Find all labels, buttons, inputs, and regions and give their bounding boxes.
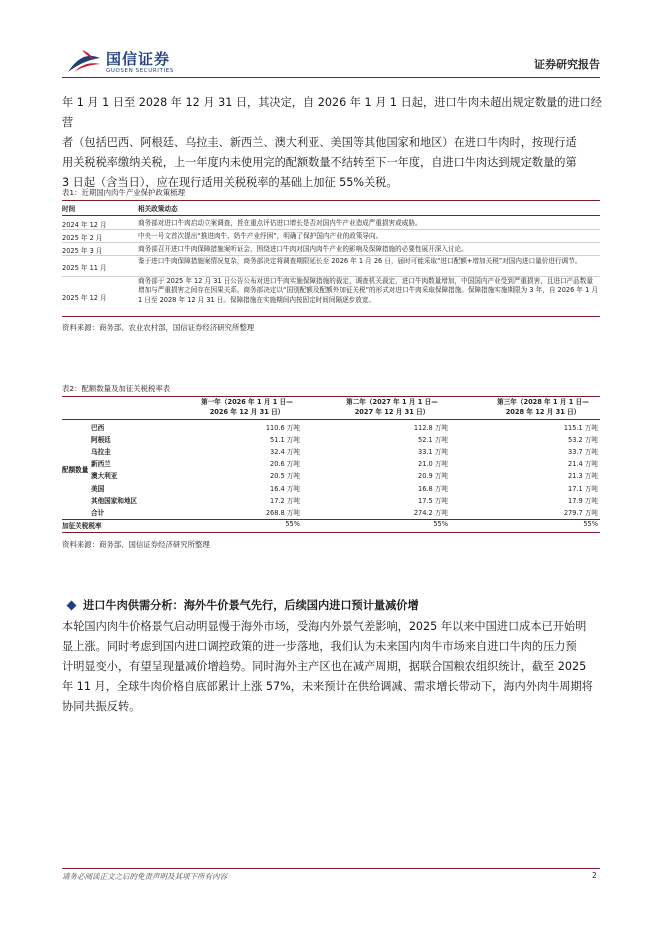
year-header-line: 第二年（2027 年 1 月 1 日— xyxy=(346,398,438,406)
row-date: 2025 年 2 月 xyxy=(62,234,103,242)
text-line: 本轮国内肉牛价格景气启动明显慢于海外市场，受海内外景气差影响，2025 年以来中国进口成本已开始明 xyxy=(62,620,587,633)
text-line: 用关税税率缴纳关税，上一年度内未使用完的配额数量不结转至下一年度，自进口牛肉达到规定数量的第 xyxy=(62,156,577,169)
country-label: 乌拉圭 xyxy=(91,448,111,456)
quota-value: 115.1 万吨 xyxy=(563,424,598,432)
quota-value: 51.1 万吨 xyxy=(270,436,300,444)
country-label: 澳大利亚 xyxy=(91,472,118,480)
row-divider xyxy=(62,255,600,256)
row-divider xyxy=(62,276,600,277)
table2-group-rule xyxy=(62,519,600,520)
logo-name-cn: 国信证券 xyxy=(106,50,171,68)
group-label: 配额数量 xyxy=(62,466,89,474)
total-value: 268.8 万吨 xyxy=(265,509,300,517)
year1-header xyxy=(194,398,300,417)
quota-value: 20.6 万吨 xyxy=(270,460,300,468)
table1-header-policy: 相关政策动态 xyxy=(138,205,178,213)
company-logo xyxy=(66,44,196,80)
table2-top-rule xyxy=(62,396,600,397)
row-date: 2025 年 3 月 xyxy=(62,247,103,255)
row-date: 2024 年 12 月 xyxy=(62,221,107,229)
quota-value: 20.9 万吨 xyxy=(418,472,448,480)
total-label: 合计 xyxy=(91,509,105,517)
quota-value: 17.2 万吨 xyxy=(270,497,300,505)
table1-header-rule xyxy=(62,215,600,216)
table2-bottom-rule xyxy=(62,532,600,533)
logo-mark-icon xyxy=(66,46,102,76)
quota-value: 110.6 万吨 xyxy=(265,424,300,432)
header-divider xyxy=(62,77,600,78)
row-date: 2025 年 12 月 xyxy=(62,294,107,302)
table1-bottom-rule xyxy=(62,316,600,317)
report-type: 证券研究报告 xyxy=(534,58,600,71)
year-header-line: 第三年（2028 年 1 月 1 日— xyxy=(497,398,589,406)
section-heading xyxy=(62,597,419,613)
footer-disclaimer: 请务必阅读正文之后的免责声明及其项下所有内容 xyxy=(62,872,227,881)
table2-caption: 表2：配额数量及加征关税税率表 xyxy=(62,384,171,393)
tariff-value: 55% xyxy=(285,520,300,528)
table1-source: 资料来源：商务部、农业农村部，国信证券经济研究所整理 xyxy=(62,323,255,332)
diamond-bullet-icon xyxy=(67,601,77,611)
policy-table xyxy=(62,203,600,313)
quota-value: 21.0 万吨 xyxy=(418,460,448,468)
quota-value: 53.2 万吨 xyxy=(568,436,598,444)
text-line: 显上涨。同时考虑到国内进口调控政策的进一步落地，我们认为未来国内肉牛市场来自进口牛肉的压力预 xyxy=(62,640,577,653)
quota-value: 21.3 万吨 xyxy=(568,472,598,480)
row-text: 鉴于进口牛肉保障措施案情况复杂，商务部决定将调查期限延长至 2026 年 1 月 26 日，届时可能采取“进口配额+增加关税”对国内进口量价进行调节。 xyxy=(138,257,582,265)
country-label: 阿根廷 xyxy=(91,436,111,444)
text-line: 年 11 月，全球牛肉价格自底部累计上涨 57%，未来预计在供给调减、需求增长带动下，海内外肉牛周期将 xyxy=(62,680,593,693)
table1-top-rule xyxy=(62,200,600,201)
year-header-line: 2028 年 12 月 31 日） xyxy=(505,407,581,416)
table1-header-time: 时间 xyxy=(62,205,76,213)
year-header-line: 第一年（2026 年 1 月 1 日— xyxy=(201,398,293,406)
country-label: 美国 xyxy=(91,485,105,493)
tariff-value: 55% xyxy=(583,520,598,528)
section-title: 进口牛肉供需分析：海外牛价景气先行，后续国内进口预计量减价增 xyxy=(83,599,419,612)
intro-paragraph xyxy=(62,93,602,193)
table2-header-rule xyxy=(62,419,600,420)
tariff-label: 加征关税税率 xyxy=(62,522,102,530)
year-header-line: 2027 年 12 月 31 日） xyxy=(354,407,430,416)
country-label: 巴西 xyxy=(91,424,105,432)
quota-value: 112.8 万吨 xyxy=(413,424,448,432)
tariff-value: 55% xyxy=(433,520,448,528)
quota-value: 52.1 万吨 xyxy=(418,436,448,444)
row-date: 2025 年 11 月 xyxy=(62,264,107,272)
quota-value: 17.1 万吨 xyxy=(568,485,598,493)
quota-value: 33.7 万吨 xyxy=(568,448,598,456)
row-text: 商务部召开进口牛肉保障措施案听证会，围绕进口牛肉对国内肉牛产业的影响及保障措施的必要性展开深入讨论。 xyxy=(138,245,468,253)
row-divider xyxy=(62,242,600,243)
year-header-line: 2026 年 12 月 31 日） xyxy=(209,407,285,416)
text-line: 年 1 月 1 日至 2028 年 12 月 31 日，其决定，自 2026 年 1 月 1 日起，进口牛肉未超出规定数量的进口经营 xyxy=(62,96,602,129)
body-paragraph xyxy=(62,617,602,717)
text-line: 计明显变小，有望呈现量减价增趋势。同时海外主产区也在减产周期，据联合国粮农组织统计，截至 2025 xyxy=(62,660,587,673)
total-value: 274.2 万吨 xyxy=(413,509,448,517)
year2-header xyxy=(339,398,445,417)
year3-header xyxy=(490,398,596,417)
total-value: 279.7 万吨 xyxy=(563,509,598,517)
quota-value: 33.1 万吨 xyxy=(418,448,448,456)
quota-value: 17.9 万吨 xyxy=(568,497,598,505)
quota-value: 21.4 万吨 xyxy=(568,460,598,468)
text-line: 协同共振反转。 xyxy=(62,700,141,713)
row-text: 商务部于 2025 年 12 月 31 日公告公布对进口牛肉实施保障措施的裁定，调查机关裁定，进口牛肉数量增加，中国国内产业受到严重损害，且进口产品数量增加与严重损害之间存在因果关系。商务部决定以“国别配额及配额外加征关税”的形式对进口牛肉采取保障措施。保障措施实施期限为 3 年，自 2026 年 1 月 1 日至 2028 年 12 月 31 日。保障措施在实施期间内按固定时间间隔逐步放宽。 xyxy=(138,277,598,304)
table1-caption: 表1：近期国内肉牛产业保护政策梳理 xyxy=(62,188,185,197)
row-text: 中央一号文首次提出“推进肉牛、奶牛产业纾困”，明确了保护国内产业的政策导向。 xyxy=(138,232,383,240)
row-text: 商务部对进口牛肉启动立案调查，旨在重点评估进口增长是否对国内牛产业造成严重损害或威胁。 xyxy=(138,219,422,227)
quota-value: 17.5 万吨 xyxy=(418,497,448,505)
table2-source: 资料来源：商务部、国信证券经济研究所整理 xyxy=(62,540,210,549)
page-number: 2 xyxy=(592,871,597,880)
quota-value: 16.8 万吨 xyxy=(418,485,448,493)
logo-name-en: GUOSEN SECURITIES xyxy=(106,68,174,74)
text-line: 者（包括巴西、阿根廷、乌拉圭、新西兰、澳大利亚、美国等其他国家和地区）在进口牛肉时，按现行适 xyxy=(62,136,577,149)
country-label: 新西兰 xyxy=(91,460,111,468)
row-divider xyxy=(62,229,600,230)
quota-value: 16.4 万吨 xyxy=(270,485,300,493)
country-label: 其他国家和地区 xyxy=(91,497,138,505)
quota-value: 32.4 万吨 xyxy=(270,448,300,456)
quota-value: 20.5 万吨 xyxy=(270,472,300,480)
text-line: 3 日起（含当日），应在现行适用关税税率的基础上加征 55%关税。 xyxy=(62,176,398,189)
footer-divider xyxy=(62,868,600,869)
